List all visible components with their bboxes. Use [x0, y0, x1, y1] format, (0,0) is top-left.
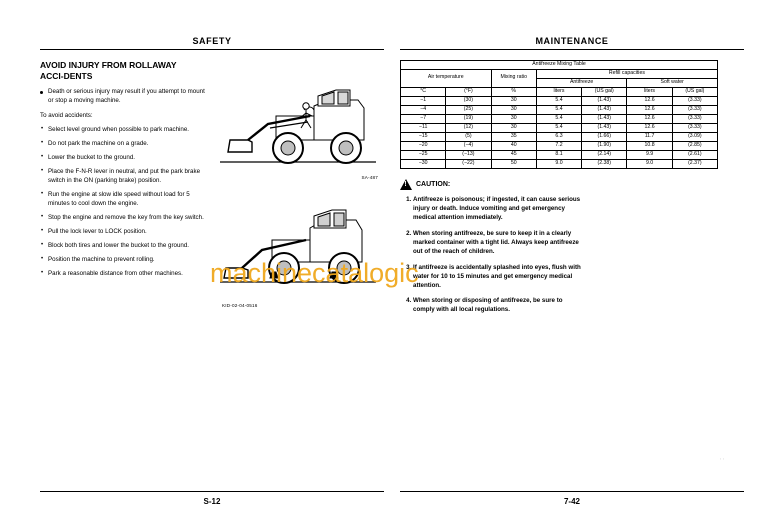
cell-fahrenheit: (−13) — [446, 150, 491, 159]
cell-percent: 35 — [491, 132, 536, 141]
cell-water-liters: 10.8 — [627, 141, 672, 150]
cell-antifreeze-liters: 9.0 — [536, 159, 581, 168]
cell-water-usgal: (2.85) — [672, 141, 717, 150]
cell-celsius: −1 — [401, 96, 446, 105]
subcol-antifreeze-liters: liters — [536, 87, 581, 96]
cell-water-liters: 9.0 — [627, 159, 672, 168]
caution-header — [400, 179, 744, 190]
list-item: • Run the engine at slow idle speed without load for 5 minutes to cool down the engine. — [40, 191, 212, 209]
right-header-rule — [400, 49, 744, 50]
table-row — [401, 132, 718, 141]
list-item: 2. When storing antifreeze, be sure to keep it in a clearly marked container with a tight lid. Always keep antifreeze out of the reach of children. — [413, 230, 585, 257]
cell-water-usgal: (3.33) — [672, 96, 717, 105]
list-item: • Do not park the machine on a grade. — [40, 140, 212, 149]
list-item: • Stop the engine and remove the key from the key switch. — [40, 214, 212, 223]
cell-water-liters: 12.6 — [627, 105, 672, 114]
cell-fahrenheit: (30) — [446, 96, 491, 105]
list-item: • Lower the bucket to the ground. — [40, 154, 212, 163]
cell-antifreeze-liters: 5.4 — [536, 96, 581, 105]
table-row — [401, 96, 718, 105]
watermark-text: machinecatalogic — [210, 258, 419, 288]
cell-antifreeze-usgal: (1.43) — [582, 114, 627, 123]
cell-antifreeze-usgal: (2.38) — [582, 159, 627, 168]
cell-antifreeze-usgal: (1.43) — [582, 105, 627, 114]
cell-celsius: −7 — [401, 114, 446, 123]
table-row — [401, 69, 718, 78]
list-item: • Place the F-N-R lever in neutral, and put the park brake switch in the ON (parking brake) position. — [40, 168, 212, 186]
cell-water-usgal: (3.33) — [672, 114, 717, 123]
left-page-number: S-12 — [203, 497, 221, 506]
cell-water-usgal: (3.33) — [672, 105, 717, 114]
cell-celsius: −4 — [401, 105, 446, 114]
col-refill-capacities: Refill capacities — [536, 69, 717, 78]
list-item: 1. Antifreeze is poisonous; if ingested, it can cause serious injury or death. Induce vomiting and get emergency medical attention immediately. — [413, 196, 585, 223]
cell-water-liters: 12.6 — [627, 114, 672, 123]
table-row — [401, 114, 718, 123]
right-page-footer — [400, 483, 744, 506]
cell-water-liters: 9.9 — [627, 150, 672, 159]
avoid-accidents-note: To avoid accidents: — [40, 112, 93, 120]
right-page-header: MAINTENANCE — [535, 36, 609, 46]
cell-water-usgal: (2.61) — [672, 150, 717, 159]
cell-celsius: −25 — [401, 150, 446, 159]
cell-antifreeze-liters: 6.3 — [536, 132, 581, 141]
cell-antifreeze-liters: 8.1 — [536, 150, 581, 159]
antifreeze-mixing-table — [400, 60, 718, 169]
faint-corner-mark: , , — [719, 455, 724, 461]
left-page-header: SAFETY — [192, 36, 232, 46]
list-item: 4. When storing or disposing of antifreeze, be sure to comply with all local regulations. — [413, 297, 585, 315]
wheel-loader-illustration-bottom — [218, 188, 378, 298]
cell-water-usgal: (3.33) — [672, 123, 717, 132]
figure-caption-top: SA-487 — [361, 175, 378, 180]
warning-triangle-icon — [400, 179, 412, 190]
cell-percent: 45 — [491, 150, 536, 159]
cell-celsius: −30 — [401, 159, 446, 168]
cell-percent: 50 — [491, 159, 536, 168]
figure-caption-bottom: KID-02-04-0516 — [222, 303, 258, 308]
cell-antifreeze-usgal: (1.43) — [582, 96, 627, 105]
subcol-water-usgal: (US gal) — [672, 87, 717, 96]
list-item: • Park a reasonable distance from other machines. — [40, 270, 212, 279]
caution-list — [400, 196, 585, 316]
subcol-antifreeze-usgal: (US gal) — [582, 87, 627, 96]
cell-percent: 30 — [491, 123, 536, 132]
col-antifreeze: Antifreeze — [536, 78, 627, 87]
cell-antifreeze-liters: 5.4 — [536, 123, 581, 132]
cell-water-liters: 12.6 — [627, 96, 672, 105]
cell-fahrenheit: (−4) — [446, 141, 491, 150]
cell-antifreeze-usgal: (1.43) — [582, 123, 627, 132]
cell-celsius: −11 — [401, 123, 446, 132]
left-page — [40, 36, 384, 506]
figure-wheel-loader-bottom — [218, 188, 378, 306]
table-row — [401, 150, 718, 159]
cell-antifreeze-usgal: (2.14) — [582, 150, 627, 159]
subcol-percent: % — [491, 87, 536, 96]
cell-fahrenheit: (5) — [446, 132, 491, 141]
list-item: • Position the machine to prevent rolling. — [40, 256, 212, 265]
list-item: • Pull the lock lever to LOCK position. — [40, 228, 212, 237]
cell-antifreeze-usgal: (1.90) — [582, 141, 627, 150]
section-title: AVOID INJURY FROM ROLLAWAY ACCI-DENTS — [40, 60, 177, 81]
list-item: • Block both tires and lower the bucket to the ground. — [40, 242, 212, 251]
col-mixing-ratio: Mixing ratio — [491, 69, 536, 87]
table-row — [401, 123, 718, 132]
table-row — [401, 61, 718, 70]
cell-celsius: −20 — [401, 141, 446, 150]
cell-percent: 30 — [491, 114, 536, 123]
cell-celsius: −15 — [401, 132, 446, 141]
table-row — [401, 141, 718, 150]
right-page — [400, 36, 744, 506]
cell-fahrenheit: (25) — [446, 105, 491, 114]
wheel-loader-illustration-top — [218, 66, 378, 176]
table-row — [401, 159, 718, 168]
subcol-fahrenheit: (°F) — [446, 87, 491, 96]
cell-antifreeze-liters: 5.4 — [536, 105, 581, 114]
avoid-accidents-list — [40, 126, 212, 279]
table-row — [401, 105, 718, 114]
cell-fahrenheit: (−22) — [446, 159, 491, 168]
cell-water-usgal: (2.37) — [672, 159, 717, 168]
figure-wheel-loader-top — [218, 66, 378, 180]
caution-label: CAUTION: — [416, 180, 451, 188]
warning-bullet-list — [40, 88, 206, 106]
list-item: Death or serious injury may result if you attempt to mount or stop a moving machine. — [40, 88, 206, 106]
cell-water-liters: 11.7 — [627, 132, 672, 141]
table-row — [401, 87, 718, 96]
list-item: • Select level ground when possible to park machine. — [40, 126, 212, 135]
cell-percent: 40 — [491, 141, 536, 150]
left-page-footer — [40, 483, 384, 506]
cell-percent: 30 — [491, 105, 536, 114]
list-item: 3. If antifreeze is accidentally splashed into eyes, flush with water for 10 to 15 minutes and get emergency medical attention. — [413, 264, 585, 291]
cell-water-liters: 12.6 — [627, 123, 672, 132]
col-soft-water: Soft water — [627, 78, 718, 87]
subcol-water-liters: liters — [627, 87, 672, 96]
cell-fahrenheit: (12) — [446, 123, 491, 132]
table-title: Antifreeze Mixing Table — [401, 61, 718, 70]
cell-antifreeze-liters: 7.2 — [536, 141, 581, 150]
cell-antifreeze-usgal: (1.66) — [582, 132, 627, 141]
cell-fahrenheit: (19) — [446, 114, 491, 123]
col-air-temperature: Air temperature — [401, 69, 492, 87]
subcol-celsius: °C — [401, 87, 446, 96]
right-page-number: 7-42 — [563, 497, 580, 506]
left-header-rule — [40, 49, 384, 50]
cell-antifreeze-liters: 5.4 — [536, 114, 581, 123]
cell-water-usgal: (3.09) — [672, 132, 717, 141]
cell-percent: 30 — [491, 96, 536, 105]
